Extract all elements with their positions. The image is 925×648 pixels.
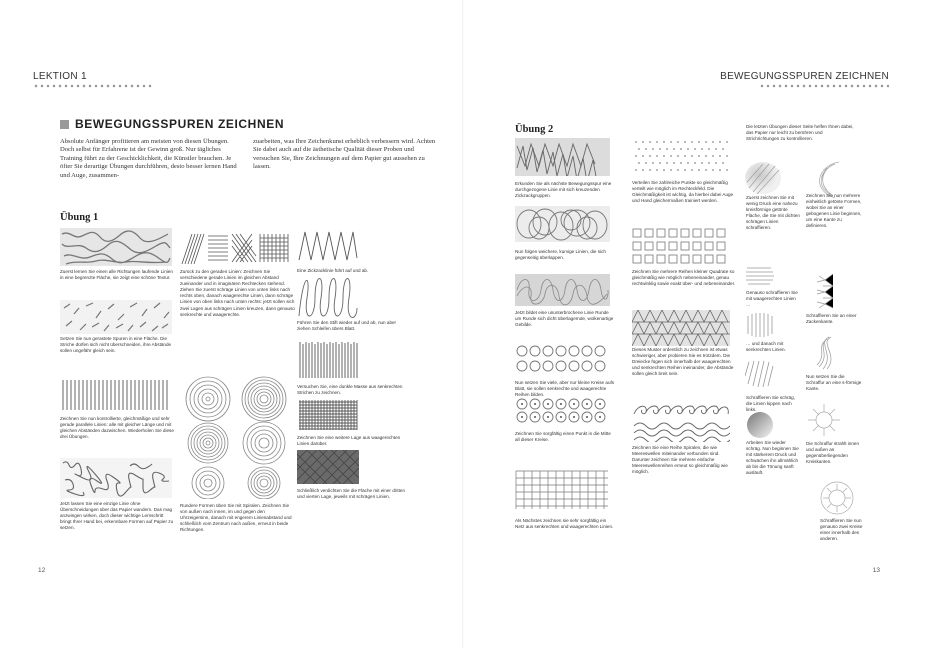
tone-horizontal-drawing [745,265,775,287]
exercise-2-title: Übung 2 [515,124,554,135]
running-head-right: BEWEGUNGSSPUREN ZEICHNEN [720,71,889,82]
caption-l3-5: Schließlich verdichten Sie die Fläche mit einer dritten und vierten Lage, jeweils mit schrägen Linien. [297,488,406,500]
scribble-texture-drawing [60,228,172,266]
caption-l1-1: Zuerst lernen Sie einen alle Richtungen laufende Linien in eine begrenzte Fläche, sie zeigt eine schöne Textur. [60,269,173,281]
caption-l2-2: Rundere Formen üben Sie mit Spiralen. Zeichnen Sie von außen nach innen, im und gegen den Uhrzeigersinn, danach mit engerem Linienabstand und schließlich vom Zentrum nach außen, erneut in beide Richtungen. [180,503,292,533]
tone-circle-diagonal-drawing [743,160,783,196]
exercise-1-title: Übung 1 [60,212,99,223]
caption-r1-4: Nun setzen Sie viele, aber nur kleine Kreise aufs Blatt, sie sollen senkrechte und waagerechte Reihen bilden. [515,380,615,398]
caption-r3-2: Genauso schraffieren Sie mit waagerechten Linien … [746,290,798,308]
caption-r3-3: … und danach mit senkrechten Linien. [746,341,786,353]
caption-r1-1: Erkunden Sie als nächste Bewegungsspur eine durchgezogene Linie mit sich kreuzenden Zickzackgruppen. [515,181,612,199]
square-bullet-icon [60,120,69,129]
caption-l3-4: Zeichnen Sie eine weitere Lage aus waagerechten Linien darüber. [297,435,401,447]
page-number-right: 13 [872,567,880,574]
header-dots-left [33,84,153,88]
loops-drawing [297,278,359,320]
caption-r1-6: Als Nächstes zeichnen sie sehr sorgfältig ein Netz aus senkrechten und waagerechten Linien. [515,518,614,530]
caption-l2-1: Zurück zu den geraden Linien: Zeichnen Sie verschiedene gerade Linien im gleichen Abstand zueinander und in imaginären Rechtecken stehend. Ziehen Sie zuerst schräge Linien von unten links nach rechts oben, danach waagerechte Linien, dann schräge Linien von oben links nach unten rechts: jetzt sollen sich zwei Lagen aus schrägen Linien kreuzen, dann genauso senkrechte und waagerechte. [180,269,295,317]
crosshatch-drawing [297,398,359,432]
grid-net-drawing [515,470,610,510]
dense-hatch-drawing [297,450,359,484]
caption-r4-1: Zeichnen Sie nun mehrere einheitlich getönte Formen, wobei Sie an einer gebogenen Linie beginnen, um eine Kante zu definieren. [806,193,862,229]
tone-vertical-drawing [745,312,775,338]
right-col3-intro: Die letzten Übungen dieser Seite helfen Ihnen dabei, das Papier nur leicht zu berühren und Strichrichtungen zu kontrollieren. [746,124,854,142]
dot-field-drawing [632,138,730,174]
header-dots-right [759,84,889,88]
caption-r3-5: Arbeiten Sie wieder schräg. Nun beginnen Sie mit stärkerem Druck und schwächen ihn allmählich ab bis die Tönung sanft ausläuft. [746,440,799,476]
caption-r1-5: Zeichnen Sie sorgfältig einen Punkt in die Mitte all dieser Kreise. [515,431,611,443]
scattered-strokes-drawing [60,300,172,334]
caption-r4-2: Schraffieren Sie an einer Zackenkante. [806,313,857,325]
caption-l1-4: Jetzt lassen Sie eine einzige Linie ohne Überschneidungen über das Papier wandern. Das mag anzwingen wirken, doch dieser wichtige Lernschritt bringt Ihrer Hand bei, erkennbare Formen auf Papier zu setzen. [60,501,174,531]
hatch-blocks-drawing [180,230,292,268]
tone-left-tilt-drawing [745,360,775,388]
running-head-left: LEKTION 1 [33,71,87,82]
spirals-drawing [180,375,292,499]
caption-r1-2: Nun folgen weichere, kurvige Linien, die sich gegenseitig überlappen. [515,249,606,261]
caption-l3-3: Versuchen Sie, eine dunkle Masse aus senkrechten Strichen zu zeichnen. [297,384,403,396]
caption-r4-4: Die Schraffur strahlt innen und außen an gegenüberliegenden Kreiskanten. [806,441,860,465]
s-edge-tone-drawing [805,335,841,371]
intro-text-col2: zuarbeiten, was Ihre Zeichenkunst erheblich verbessern wird. Achten Sie dabei auch auf die ästhetische Qualität dieser Proben und versuchen Sie, Ihre Zeichnungen auf dem Papier gut aussehen zu lassen. [253,138,436,171]
caption-r2-3: Dieses Muster ordentlich zu zeichnen ist etwas schwieriger, aber probieren Sie es trotzdem. Die Dreiecke fügen sich innerhalb der waagerechten und senkrechten Reihen ineinander, die Abstände sollen gleich breit sein. [632,347,734,377]
page-number-left: 12 [38,567,46,574]
cloud-loops-drawing [515,274,610,306]
triangle-pattern-drawing [632,310,730,346]
caption-r4-5: Schraffieren Sie nun genauso zwei Kreise einer innerhalb des anderen. [820,518,863,542]
zigzag-edge-tone-drawing [805,272,841,310]
caption-r2-2: Zeichnen Sie mehrere Reihen kleiner Quadrate so gleichmäßig wie möglich nebeneinander, genau rechtwinklig sowie exakt über- und nebeneinander. [632,269,736,287]
dotted-circles-drawing [515,397,610,425]
small-circles-drawing [515,343,610,375]
small-squares-drawing [632,228,730,266]
intro-text-col1: Absolute Anfänger profitieren am meisten von diesen Übungen. Doch selbst für Erfahrene ist der Gewinn groß. Nur tägliches Training führt zu der Geschicklichkeit, die Künstler brauchen. Je öfter Sie derartige Übungen durchführen, desto besser lernen Hand und Auge, zusammen- [60,138,237,179]
caption-l3-1: Eine Zickzacklinie führt auf und ab. [297,268,369,273]
page-fold [462,0,464,648]
caption-r2-4: Zeichnen Sie eine Reihe Spiralen, die wie Meereswellen miteinander verbunden sind. Darunter zeichnen Sie mehrere einfache Meereswellenreihen erneut so gleichmäßig wie möglich. [632,445,728,475]
caption-r3-4: Schraffieren Sie schräg, die Linien kippen nach links. [746,395,795,413]
zigzag-groups-drawing [515,138,610,176]
caption-r3-1: Zuerst zeichnen Sie mit wenig Druck eine nahezu kreisförmige getönte Fläche, die Sie mit dichten schrägen Linien schraffieren. [746,195,800,231]
zigzag-drawing [297,230,359,262]
wave-spirals-drawing [632,402,730,442]
curvy-lines-drawing [515,206,610,242]
tone-fade-drawing [745,410,775,440]
caption-l1-3: Zeichnen Sie nun kontrollierte, gleichmäßige und sehr gerade parallele Linien: alle mit gleicher Länge und mit gleichen Abständen dazwischen. Wiederholen Sie diese drei Übungen. [60,416,174,440]
vertical-mass-drawing [297,340,359,380]
section-title: BEWEGUNGSSPUREN ZEICHNEN [60,117,284,131]
caption-l1-2: Setzen Sie nun gerastete Spuren in eine Fläche. Die Striche dürfen sich nicht überschneiden, ihre Abstände sollen ungefähr gleich sein. [60,336,172,354]
radiating-circle-tone-drawing [805,400,843,440]
caption-r1-3: Jetzt bildet eine ununterbrochene Linie Runde um Runde sich dicht überlagernde, wolkenartige Gebilde. [515,310,614,328]
wandering-line-drawing [60,458,172,498]
parallel-lines-drawing [60,378,172,412]
caption-r4-3: Nun setzen Sie die Schraffur an eine s-förmige Kante. [806,374,862,392]
caption-l3-2: Führen Sie den Stift wieder auf und ab, nun aber ziehen Schleifen übers Blatt. [297,320,397,332]
caption-r2-1: Verteilen Sie zahlreiche Punkte so gleichmäßig verteilt wie möglich im Rechteckfeld. Die Gleichmäßigkeit ist wichtig, da hierbei dabei Auge und Hand gleichermaßen trainiert werden. [632,180,734,204]
nested-circles-tone-drawing [818,478,856,518]
